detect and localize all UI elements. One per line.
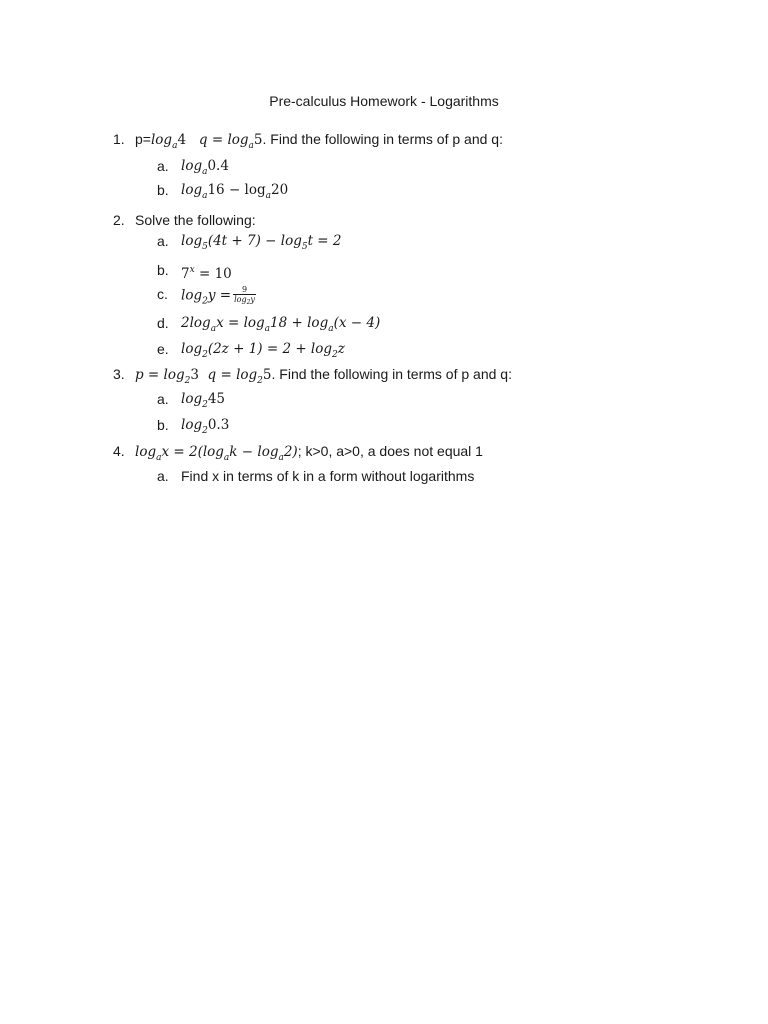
subquestion-label: b. — [157, 417, 169, 433]
math-expression: $\log_a16 - \log_a20$ — [181, 182, 289, 201]
math-expression: $\log_5(4t + 7) - \log_5t = 2$ — [181, 233, 342, 252]
math-expression: $7^x = 10$ — [181, 265, 232, 282]
subquestion-label: e. — [157, 341, 169, 357]
question-4-statement: $\log_ax = 2(\log_ak - \log_a2)$; k>0, a>0, a does not equal 1 — [135, 443, 483, 463]
math-expression: $\log_2y$ = $\frac{9}{\log_2y}$ — [181, 285, 255, 307]
subquestion-label: a. — [157, 158, 169, 174]
subquestion-label: a. — [157, 468, 169, 484]
question-3-statement: $p = \log_23$ $q = \log_25$. Find the following in terms of p and q: — [135, 366, 512, 386]
math-expression: $\log_245$ — [181, 391, 226, 410]
question-number: 4. — [113, 443, 125, 459]
subquestion-label: b. — [157, 182, 169, 198]
subquestion-label: d. — [157, 315, 169, 331]
fraction: $\frac{9}{\log_2y}$ — [234, 285, 255, 306]
math-expression: $p = \log_23$ $q = \log_25$ — [135, 367, 272, 386]
page-title: Pre-calculus Homework - Logarithms — [269, 93, 499, 109]
subquestion-label: a. — [157, 233, 169, 249]
math-expression: $\log_a0.4$ — [181, 158, 229, 177]
question-2-statement: Solve the following: — [135, 212, 256, 228]
question-number: 2. — [113, 212, 125, 228]
math-expression: $\log_a4$ $q = \log_a5$ — [150, 132, 263, 151]
question-1-statement: $p=\log_a4$ $q = \log_a5$. Find the following in terms of p and q: — [135, 131, 503, 151]
subquestion-label: b. — [157, 262, 169, 278]
question-number: 3. — [113, 366, 125, 382]
math-expression: $2\log_ax = \log_a18 + \log_a(x - 4)$ — [181, 315, 381, 334]
subquestion-label: c. — [157, 286, 168, 302]
question-number: 1. — [113, 131, 125, 147]
math-expression: $\log_ax = 2(\log_ak - \log_a2)$ — [135, 444, 298, 463]
math-expression: $\log_2(2z + 1) = 2 + \log_2z$ — [181, 341, 345, 360]
subquestion-label: a. — [157, 391, 169, 407]
subquestion-text: Find x in terms of k in a form without logarithms — [181, 468, 475, 484]
math-expression: $\log_20.3$ — [181, 417, 230, 436]
